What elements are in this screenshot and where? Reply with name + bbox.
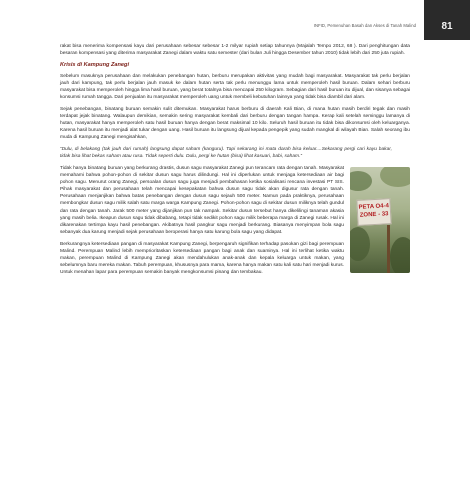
sago-section <box>60 165 410 237</box>
forest-sign-photo <box>350 167 410 273</box>
boundary-sign <box>356 198 391 226</box>
page-header <box>0 0 470 36</box>
sign-text-line1: PETA O4-4 <box>358 202 390 211</box>
section-heading: Krisis di Kampung Zanegi <box>60 61 129 68</box>
paragraph-compensation: rakat bisa menerima kompensasi kayu dari perusahaan sebesar sebesar 1-2 milyar rupiah setiap tahunnya (Majalah Tempo 2012, 68 ). Dari penghitungan data besaran kompensasi yang diterima masyarakat Zanegi dalam waktu satu semester (dari bulan Juli hingga Desember tahun 2010) tidak lebih dari 250 juta rupiah. <box>60 44 410 57</box>
page-number-tab <box>424 0 470 40</box>
sign-text-line2: ZONE - 33 <box>359 210 389 219</box>
paragraph-hunting-after: Sejak penebangan, binatang buruan semakin sulit ditemukan. Masyarakat harus berburu di daerah Kali Bian, di mana hutan masih berdiri tegak dan masih terdapat jejak binatang. Walaupun demikian, semakin sering masyarakat kembali dari berburu dengan tangan hampa. Kerap kali setelah seminggu lamanya di hutan, masyarakat hanya memperoleh satu hasil buruan hanya dengan berat maksimal 10 kilo. Seluruh hasil buruan itu tidak bisa dikonsumsi oleh keluarganya. Karena hasil buruan itu menjadi alat tukar dengan uang. Hasil buruan itu langsung dijual kepada pengepik yang sudah mangkal di wilayah Bian. Salah seorang ibu muda di Kampung Zanegi mengisahkan, <box>60 106 410 141</box>
running-title: INFID, Pemenuhan Basah dan Akses di Tanah Malind <box>313 23 416 28</box>
paragraph-hunting-before: Sebelum masuknya perusahaan dan melakukan penebangan hutan, berburu merupakan aktivitas yang mudah bagi masyarakat. Masyarakat tak perlu berjalan jauh dari kampung, tak perlu berjalan jauh masuk ke dalam hutan serta tak perlu menunggu lama untuk memperoleh hasil buruan. Dalam sehari berburu masyarakat bisa memperoleh hingga lima hasil buruan, yang berat totalnya bisa mencapai 250 kilogram. Sebagian dari hasil buruan itu dijual, dan sisanya sebagai konsumsi rumah tangga. Dari penjualan itu masyarakat memperoleh uang untuk membeli kebutuhan lainnya yang tidak bisa diambil dari alam. <box>60 73 410 101</box>
article-body <box>60 43 410 281</box>
paragraph-sago-grove: Tidak hanya binatang buruan yang berkurang drastis, dusun sagu masyarakat Zanegi pun terancam rata dengan tanah. Masyarakat memahami bahwa pohon-pohon di sekitar dusun sagu harus dilindungi. Hal ini diperlukan untuk menjaga ketersediaan air bagi pohon sagu. Menurut orang Zanegi, persoalan dusun sagu juga menjadi pembahasan ketika sosialisasi rencana investasi PT SIS. Pihak masyarakat dan perusahaan telah mencapai kesepakatan bahwa dusun sagu tidak akan digusur rata dengan tanah. Perusahaan menjanjikan bahwa batas penebangan dengan dusun sagu sejauh 500 meter. Namun pada praktiknya, perusahaan membongkar dusun sagu milik salah satu marga warga Kampung Zanegi. Pohon-pohon sagu di sekitar dusun miliknya telah gundul dan rata dengan tanah. Jarak 500 meter yang dijanjikan pun tak nampak. Sekitar dusun tersebut hanya dikelilingi tanaman akasia yang masih belia. Ikeapun dusun sagu tidak dibabang, tetapi tidak sedikit pohon sagu milik beberapa marga di Zanegi rusak. Hal ini dikarenakan tertimpa kayu hasil penebangan. Akibatnya hasil pangkur sagu menjadi berkurang. Biasanya menyimpan bola sagu sebanyak dua karung menjadi sejak perusahaan beroperasi hanya satu karung bola sagu yang didapat. <box>60 165 344 235</box>
sign-post <box>387 225 390 273</box>
interview-quote: “Dulu, di belakang (tak jauh dari rumah) langsung dapat saham (kanguru). Tapi sekarang ini mata darah bisa keluar....Sekarang pergi cari kayu bakar, tidak bisa lihat bekas saham atau rusa. Tidak seperti dulu. Dulu, pergi ke hutan (bisa) lihat kasuari, babi, saham.” <box>60 146 392 160</box>
page-number: 81 <box>441 21 453 32</box>
paragraph-food-shortage: Berkurangnya ketersediaan pangan di masyarakat Kampung Zanegi, berpengaruh signifikan terhadap pasokan gizi bagi perempuan Malind. Perempuan Malind lebih memprioritaskan ketersediaan pangan bagi anak dan suaminya. Hal ini terlihat ketika waktu makan, perempuan Malind di Kampung Zanegi akan mendahulukan anak-anak dan kepala keluarga untuk makan, yang sebelumnya baru mereka makan. Tabuh perempuan, khususnya para mama, karena hanya makan satu kali satu hari menjadi kurus. Untuk menahan lapar para perempuan semakin banyak mengkonsumsi pinang dan tembakau. <box>60 241 344 276</box>
